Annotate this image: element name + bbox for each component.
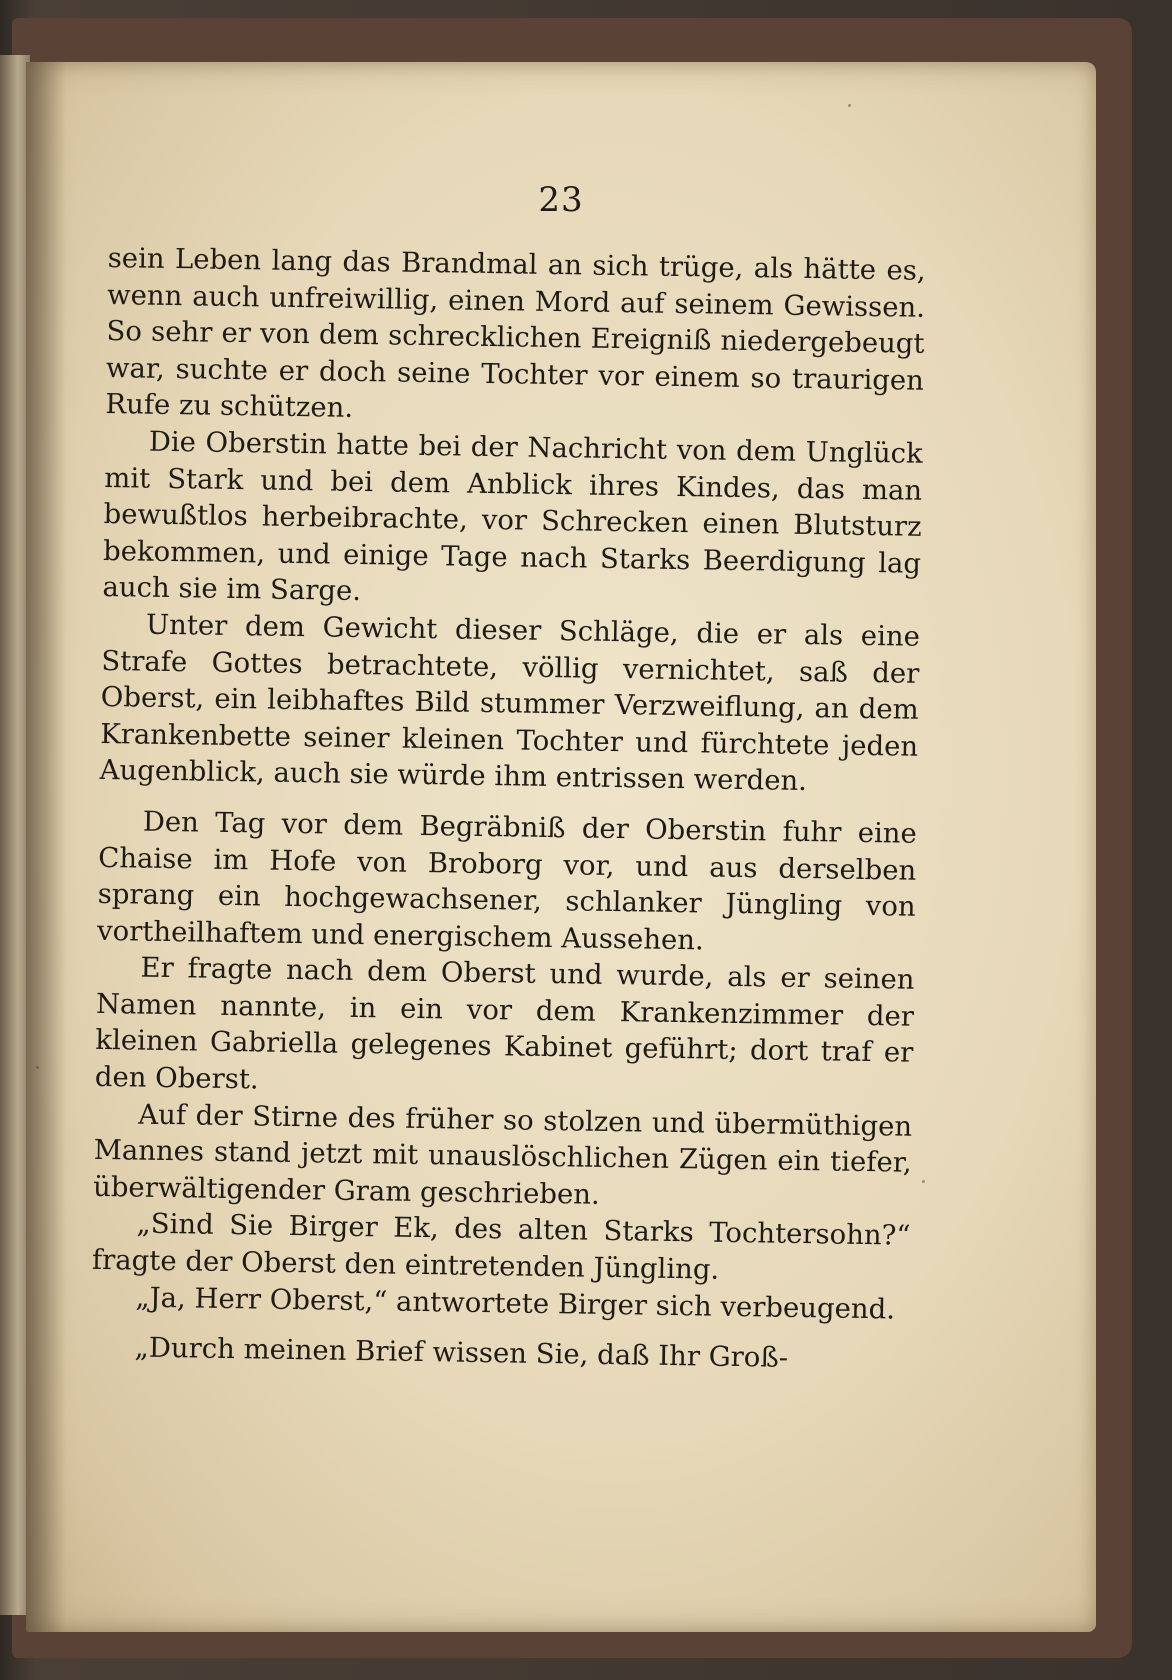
paper-speck: [848, 104, 851, 107]
paragraph: „Ja, Herr Oberst,“ antwortete Birger sich verbeugend.: [135, 1281, 896, 1326]
paragraph: sein Leben lang das Brandmal an sich trüge, als hätte es, wenn auch unfreiwillig, einen Mord auf seinem Gewissen. So sehr er von dem schrecklichen Ereigniß niedergebeugt war, suchte er doch seine Tochter vor einem so traurigen Rufe zu schützen.: [105, 241, 926, 425]
paragraph: Unter dem Gewicht dieser Schläge, die er als eine Strafe Gottes betrachtete, völlig vernichtet, saß der Oberst, ein leibhaftes Bild stummer Verzweiflung, an dem Krankenbette seiner kleinen Tochter und fürchtete jeden Augenblick, auch sie würde ihm entrissen werden.: [99, 608, 921, 798]
page-sheet: [26, 62, 1096, 1632]
gutter-shadow: [26, 62, 66, 1632]
paper-speck: [922, 1180, 925, 1183]
paragraph: Er fragte nach dem Oberst und wurde, als er seinen Namen nannte, in ein vor dem Krankenzimmer der kleinen Gabriella gelegenes Kabinet geführt; dort traf er den Oberst.: [94, 951, 915, 1096]
paragraph: Auf der Stirne des früher so stolzen und übermüthigen Mannes stand jetzt mit unauslöschlichen Zügen ein tiefer, überwältigender Gram geschrieben.: [92, 1098, 913, 1211]
paragraph: Die Oberstin hatte bei der Nachricht von dem Unglück mit Stark und bei dem Anblick ihres Kindes, das man bewußtlos herbeibrachte, vor Schrecken einen Blutsturz bekommen, und einige Tage nach Starks Beerdigung lag auch sie im Sarge.: [102, 425, 923, 608]
paragraph: Den Tag vor dem Begräbniß der Oberstin fuhr eine Chaise im Hofe von Broborg vor, und aus derselben sprang ein hochgewachsener, schlanker Jüngling von vortheilhaftem und energischem Aussehen.: [96, 805, 918, 957]
paragraph: „Sind Sie Birger Ek, des alten Starks Tochtersohn?“ fragte der Oberst den eintretenden Jüngling.: [91, 1208, 911, 1286]
page-number: 23: [538, 180, 584, 220]
body-text: [90, 240, 926, 1379]
paragraph: „Durch meinen Brief wissen Sie, daß Ihr Groß-: [134, 1331, 789, 1375]
